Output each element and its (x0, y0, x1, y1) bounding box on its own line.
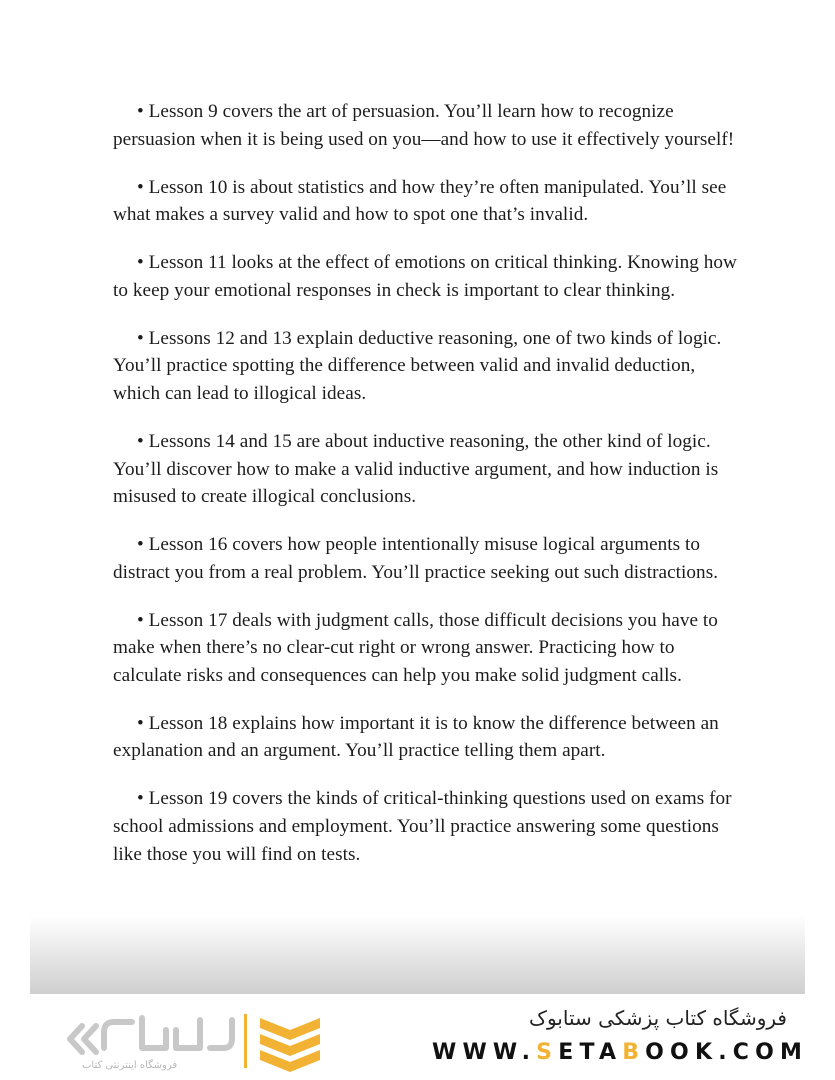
store-url-link[interactable] (432, 1040, 808, 1065)
url-accent-letter: S (536, 1040, 559, 1065)
logo-chevron-icon (70, 1026, 82, 1052)
paragraph-lesson-17: • Lesson 17 deals with judgment calls, those difficult decisions you have to make when there’s no clear-cut right or wrong answer. Practicing how to calculate risks and consequences can help you make solid judgment calls. (113, 609, 718, 686)
url-prefix: WWW. (432, 1040, 537, 1065)
paragraph-lesson-11: • Lesson 11 looks at the effect of emotions on critical thinking. Knowing how to keep your emotional responses in check is important to clear thinking. (113, 252, 737, 301)
paragraph-lesson-18: • Lesson 18 explains how important it is to know the difference between an explanation and an argument. You’ll practice telling them apart. (113, 712, 719, 762)
logo-letter-shape (176, 1020, 200, 1048)
url-accent-letter: B (622, 1040, 646, 1065)
logo-letter-shape (210, 1020, 232, 1048)
logo-letter-shape (104, 1022, 132, 1048)
publisher-footer (0, 994, 835, 1080)
paragraph-lesson-10: • Lesson 10 is about statistics and how they’re often manipulated. You’ll see what makes a survey valid and how to spot one that’s invalid. (113, 176, 727, 226)
store-name: فروشگاه کتاب پزشکی ستابوک (529, 1006, 787, 1030)
setabook-logo[interactable] (62, 1008, 332, 1074)
paragraph-lesson-16: • Lesson 16 covers how people intentionally misuse logical arguments to distract you from a real problem. You’ll practice seeking out such distractions. (113, 534, 719, 583)
paragraph-lesson-19: • Lesson 19 covers the kinds of critical-thinking questions used on exams for school admissions and employment. You’ll practice answering some questions like those you will find on tests. (113, 788, 732, 865)
paragraph-lessons-12-13: • Lessons 12 and 13 explain deductive reasoning, one of two kinds of logic. You’ll practice spotting the difference between valid and invalid deduction, which can lead to illogical ideas. (113, 327, 722, 404)
logo-chevron-icon (84, 1026, 96, 1052)
logo-letter-shape (142, 1018, 166, 1048)
paragraph-lesson-9: • Lesson 9 covers the art of persuasion. You’ll learn how to recognize persuasion when it is being used on you—and how to use it effectively yourself! (113, 101, 735, 150)
bottom-shadow (30, 916, 805, 994)
url-suffix: OOK.COM (645, 1040, 809, 1065)
logo-subtext: فروشگاه اینترنتی کتاب (82, 1060, 178, 1071)
logo-divider (244, 1014, 247, 1068)
url-middle: ETA (558, 1040, 623, 1065)
paragraph-lessons-14-15: • Lessons 14 and 15 are about inductive reasoning, the other kind of logic. You’ll discover how to make a valid inductive argument, and how induction is misused to create illogical conclusions. (113, 430, 719, 508)
book-emblem-icon (260, 1018, 320, 1040)
page-body (113, 98, 743, 889)
